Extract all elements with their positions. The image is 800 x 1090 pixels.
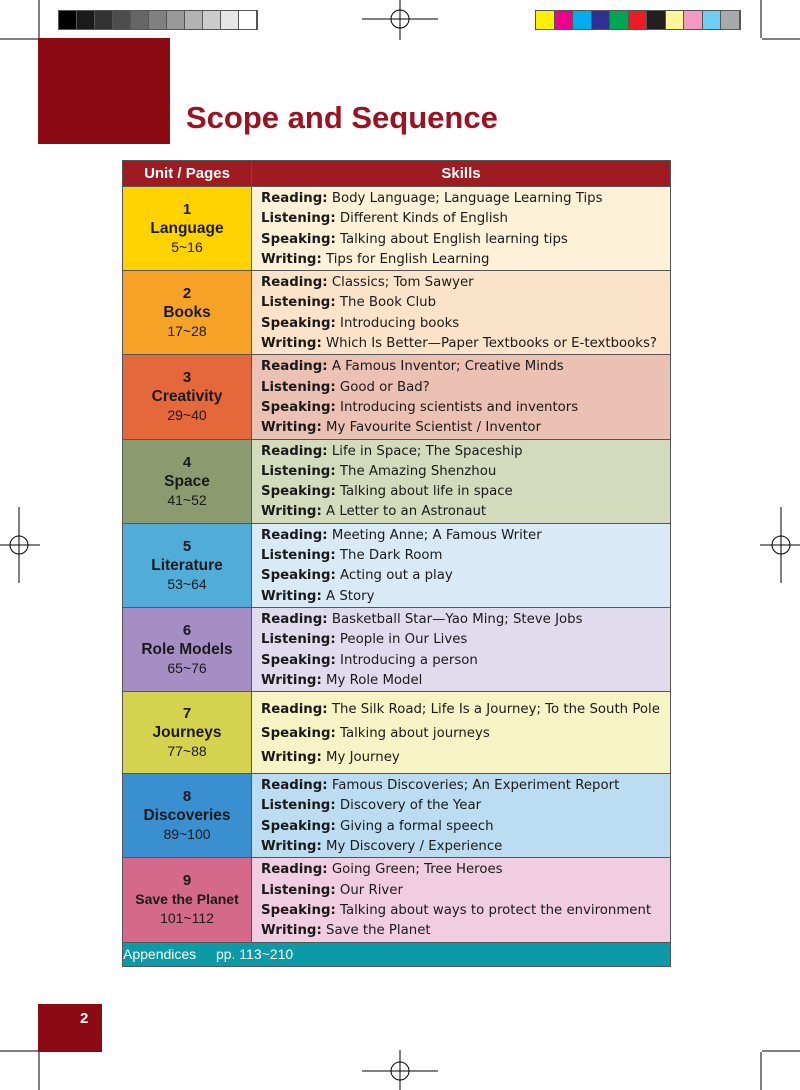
skills-cell xyxy=(252,607,671,691)
unit-pages: 41~52 xyxy=(167,491,207,508)
speaking-text: Acting out a play xyxy=(340,568,453,584)
reading-line xyxy=(261,442,666,462)
unit-number: 1 xyxy=(182,201,192,219)
skills-cell xyxy=(252,271,671,355)
speaking-line xyxy=(261,398,666,418)
listening-line xyxy=(261,462,666,482)
unit-number: 9 xyxy=(182,872,192,890)
appendices-label: Appendices xyxy=(123,946,197,962)
reading-label: Reading: xyxy=(261,778,328,794)
reading-label: Reading: xyxy=(261,862,328,878)
unit-name: Discoveries xyxy=(143,807,231,825)
writing-line xyxy=(261,921,666,941)
unit-row xyxy=(123,355,671,439)
reading-text: Meeting Anne; A Famous Writer xyxy=(331,527,542,543)
speaking-text: Talking about journeys xyxy=(340,725,490,741)
writing-label: Writing: xyxy=(261,336,322,352)
unit-cell xyxy=(123,355,252,439)
speaking-label: Speaking: xyxy=(261,652,336,668)
reading-line xyxy=(261,860,666,880)
speaking-line xyxy=(261,722,666,746)
reading-text: Famous Discoveries; An Experiment Report xyxy=(331,778,620,794)
unit-cell xyxy=(123,692,252,774)
writing-text: A Letter to an Astronaut xyxy=(326,504,487,520)
unit-row xyxy=(123,774,671,858)
page-title: Scope and Sequence xyxy=(186,100,498,135)
writing-label: Writing: xyxy=(261,588,322,604)
listening-line xyxy=(261,209,666,229)
listening-text: Discovery of the Year xyxy=(339,798,482,814)
reading-label: Reading: xyxy=(261,701,328,717)
reading-text: Life in Space; The Spaceship xyxy=(331,443,523,459)
writing-label: Writing: xyxy=(261,672,322,688)
listening-text: Different Kinds of English xyxy=(339,211,508,227)
unit-pages: 101~112 xyxy=(160,910,214,927)
unit-name: Language xyxy=(150,220,224,238)
unit-name: Space xyxy=(164,472,210,490)
writing-label: Writing: xyxy=(261,420,322,436)
speaking-text: Talking about life in space xyxy=(340,484,513,500)
unit-cell xyxy=(123,439,252,523)
unit-pages: 17~28 xyxy=(167,323,207,340)
speaking-line xyxy=(261,482,666,502)
listening-line xyxy=(261,630,666,650)
speaking-line xyxy=(261,230,666,250)
writing-label: Writing: xyxy=(261,839,322,855)
skills-cell xyxy=(252,774,671,858)
unit-cell xyxy=(123,774,252,858)
writing-line xyxy=(261,502,666,522)
unit-pages: 29~40 xyxy=(167,407,207,424)
reading-text: Basketball Star—Yao Ming; Steve Jobs xyxy=(331,611,583,627)
listening-label: Listening: xyxy=(261,379,336,395)
unit-cell xyxy=(123,858,252,942)
page-number: 2 xyxy=(80,1010,89,1027)
writing-label: Writing: xyxy=(261,923,322,939)
reading-line xyxy=(261,776,666,796)
reading-line xyxy=(261,273,666,293)
unit-pages: 77~88 xyxy=(167,743,207,760)
listening-label: Listening: xyxy=(261,882,336,898)
writing-text: My Discovery / Experience xyxy=(326,839,503,855)
writing-label: Writing: xyxy=(261,251,322,267)
speaking-label: Speaking: xyxy=(261,568,336,584)
unit-number: 4 xyxy=(182,453,192,471)
unit-number: 3 xyxy=(182,369,192,387)
unit-pages: 89~100 xyxy=(163,826,211,843)
unit-name: Journeys xyxy=(152,724,222,742)
unit-number: 6 xyxy=(182,622,192,640)
reading-label: Reading: xyxy=(261,359,328,375)
speaking-text: Giving a formal speech xyxy=(340,818,494,834)
skills-cell xyxy=(252,858,671,942)
listening-label: Listening: xyxy=(261,463,336,479)
listening-label: Listening: xyxy=(261,211,336,227)
page-number-block xyxy=(38,1004,102,1052)
writing-text: My Journey xyxy=(326,749,400,765)
appendices-row xyxy=(123,942,671,966)
unit-name: Literature xyxy=(151,556,223,574)
header-color-block xyxy=(38,38,170,144)
listening-line xyxy=(261,796,666,816)
speaking-label: Speaking: xyxy=(261,315,336,331)
skills-cell xyxy=(252,355,671,439)
reading-line xyxy=(261,357,666,377)
speaking-line xyxy=(261,566,666,586)
unit-cell xyxy=(123,187,252,271)
listening-line xyxy=(261,881,666,901)
unit-row xyxy=(123,692,671,774)
writing-text: A Story xyxy=(326,588,375,604)
listening-line xyxy=(261,546,666,566)
listening-text: Good or Bad? xyxy=(339,379,430,395)
table-header-row xyxy=(123,161,671,187)
speaking-text: Introducing a person xyxy=(340,652,478,668)
reading-text: A Famous Inventor; Creative Minds xyxy=(331,359,564,375)
unit-number: 8 xyxy=(182,788,192,806)
unit-pages: 53~64 xyxy=(167,575,207,592)
unit-number: 5 xyxy=(182,537,192,555)
unit-row xyxy=(123,271,671,355)
listening-label: Listening: xyxy=(261,548,336,564)
speaking-label: Speaking: xyxy=(261,399,336,415)
writing-text: My Role Model xyxy=(326,672,423,688)
listening-label: Listening: xyxy=(261,295,336,311)
unit-name: Save the Planet xyxy=(135,891,239,908)
speaking-text: Talking about ways to protect the environment xyxy=(340,902,652,918)
listening-text: The Book Club xyxy=(339,295,437,311)
writing-line xyxy=(261,746,666,770)
reading-text: Body Language; Language Learning Tips xyxy=(331,191,603,206)
writing-line xyxy=(261,671,666,691)
writing-text: Which Is Better—Paper Textbooks or E-textbooks? xyxy=(326,336,657,352)
speaking-label: Speaking: xyxy=(261,484,336,500)
unit-pages-header: Unit / Pages xyxy=(123,161,252,187)
speaking-text: Introducing books xyxy=(340,315,460,331)
writing-label: Writing: xyxy=(261,504,322,520)
reading-line xyxy=(261,526,666,546)
reading-text: Classics; Tom Sawyer xyxy=(331,275,474,291)
reading-label: Reading: xyxy=(261,611,328,627)
speaking-text: Introducing scientists and inventors xyxy=(340,399,579,415)
reading-line xyxy=(261,610,666,630)
speaking-label: Speaking: xyxy=(261,231,336,247)
unit-cell xyxy=(123,523,252,607)
reading-label: Reading: xyxy=(261,191,328,206)
unit-row xyxy=(123,607,671,691)
skills-header: Skills xyxy=(252,161,671,187)
unit-name: Books xyxy=(163,304,211,322)
speaking-label: Speaking: xyxy=(261,725,336,741)
scope-sequence-table xyxy=(122,160,671,967)
unit-pages: 65~76 xyxy=(167,660,207,677)
unit-cell xyxy=(123,607,252,691)
listening-line xyxy=(261,378,666,398)
unit-row xyxy=(123,523,671,607)
writing-line xyxy=(261,587,666,607)
unit-name: Role Models xyxy=(141,641,233,659)
skills-cell xyxy=(252,692,671,774)
reading-line xyxy=(261,189,666,209)
skills-cell xyxy=(252,523,671,607)
writing-label: Writing: xyxy=(261,749,322,765)
listening-text: Our River xyxy=(339,882,403,898)
unit-pages: 5~16 xyxy=(171,239,203,256)
listening-label: Listening: xyxy=(261,798,336,814)
speaking-line xyxy=(261,901,666,921)
writing-line xyxy=(261,334,666,354)
listening-text: The Dark Room xyxy=(339,548,443,564)
unit-number: 2 xyxy=(182,285,192,303)
listening-line xyxy=(261,293,666,313)
writing-text: Tips for English Learning xyxy=(326,251,490,267)
reading-label: Reading: xyxy=(261,275,328,291)
writing-line xyxy=(261,250,666,270)
speaking-line xyxy=(261,651,666,671)
writing-line xyxy=(261,418,666,438)
unit-number: 7 xyxy=(182,705,192,723)
listening-label: Listening: xyxy=(261,632,336,648)
unit-row xyxy=(123,187,671,271)
listening-text: The Amazing Shenzhou xyxy=(339,463,497,479)
speaking-label: Speaking: xyxy=(261,902,336,918)
speaking-line xyxy=(261,314,666,334)
listening-text: People in Our Lives xyxy=(339,632,468,648)
skills-cell xyxy=(252,439,671,523)
appendices-pages: pp. 113~210 xyxy=(215,946,294,962)
unit-row xyxy=(123,858,671,942)
unit-cell xyxy=(123,271,252,355)
speaking-label: Speaking: xyxy=(261,818,336,834)
reading-line xyxy=(261,698,666,722)
reading-text: Going Green; Tree Heroes xyxy=(331,862,503,878)
skills-cell xyxy=(252,187,671,271)
reading-label: Reading: xyxy=(261,527,328,543)
unit-name: Creativity xyxy=(151,388,223,406)
reading-label: Reading: xyxy=(261,443,328,459)
writing-line xyxy=(261,837,666,857)
unit-row xyxy=(123,439,671,523)
writing-text: My Favourite Scientist / Inventor xyxy=(326,420,542,436)
speaking-line xyxy=(261,817,666,837)
writing-text: Save the Planet xyxy=(326,923,431,939)
speaking-text: Talking about English learning tips xyxy=(340,231,568,247)
reading-text: The Silk Road; Life Is a Journey; To the South Pole xyxy=(331,701,660,717)
